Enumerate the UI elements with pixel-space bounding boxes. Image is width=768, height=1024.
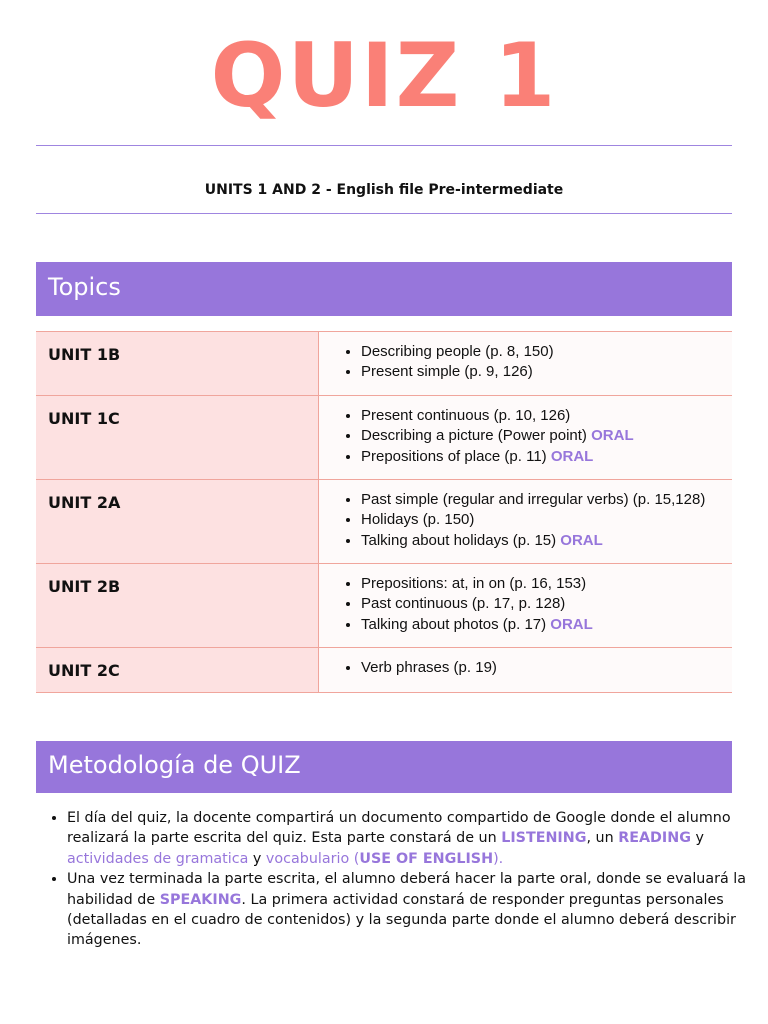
list-item: • Prepositions: at, in on (p. 16, 153) <box>361 574 732 594</box>
unit-topics <box>319 480 733 564</box>
methodology-banner <box>36 741 732 793</box>
topics-banner <box>36 262 732 316</box>
divider-top <box>36 145 732 146</box>
unit-topics <box>319 396 733 480</box>
list-item: • Past simple (regular and irregular verbs) (p. 15,128) <box>361 490 732 510</box>
oral-tag: ORAL <box>550 447 594 465</box>
unit-topics <box>319 648 733 693</box>
list-item: • Una vez terminada la parte escrita, el alumno deberá hacer la parte oral, donde se evaluará la habilidad de SPEAKING. La primera actividad constará de responder preguntas personales (detalladas en el cuadro de contenidos) y la segunda parte donde el alumno deberá describir imágenes. <box>67 869 747 951</box>
listening-tag: LISTENING <box>501 830 587 847</box>
list-item: • Verb phrases (p. 19) <box>361 658 732 678</box>
page-subtitle: UNITS 1 AND 2 - English file Pre-intermediate <box>204 182 564 198</box>
unit-topics <box>319 564 733 648</box>
unit-topics <box>319 332 733 396</box>
speaking-tag: SPEAKING <box>159 891 242 908</box>
list-item: • Present simple (p. 9, 126) <box>361 362 732 382</box>
reading-tag: READING <box>618 830 691 847</box>
list-item: • El día del quiz, la docente compartirá un documento compartido de Google donde el alumno realizará la parte escrita del quiz. Esta parte constará de un LISTENING, un READING y actividades de gramatica y vocabulario (USE OF ENGLISH). <box>67 808 747 869</box>
unit-label: UNIT 2C <box>36 648 319 693</box>
topics-heading: Topics <box>48 273 121 301</box>
oral-tag: ORAL <box>560 531 603 549</box>
list-item: • Holidays (p. 150) <box>361 510 732 530</box>
grammar-tag: actividades de gramatica <box>67 850 249 867</box>
methodology-list <box>46 808 747 951</box>
unit-label: UNIT 1C <box>36 396 319 480</box>
use-of-english-tag: USE OF ENGLISH <box>359 850 494 867</box>
vocab-tag: vocabulario ( <box>265 850 360 867</box>
unit-label: UNIT 2A <box>36 480 319 564</box>
table-row <box>36 332 732 396</box>
methodology-heading: Metodología de QUIZ <box>48 751 301 779</box>
oral-tag: ORAL <box>591 427 634 445</box>
list-item: • Present continuous (p. 10, 126) <box>361 406 732 426</box>
list-item: • Describing a picture (Power point) ORAL <box>361 426 732 446</box>
topics-table <box>36 331 732 693</box>
unit-label: UNIT 1B <box>36 332 319 396</box>
table-row <box>36 396 732 480</box>
table-row <box>36 480 732 564</box>
unit-label: UNIT 2B <box>36 564 319 648</box>
oral-tag: ORAL <box>550 615 593 633</box>
page-title: QUIZ 1 <box>210 24 558 127</box>
table-row <box>36 648 732 693</box>
divider-bottom <box>36 213 732 214</box>
list-item: • Past continuous (p. 17, p. 128) <box>361 594 732 614</box>
table-row <box>36 564 732 648</box>
list-item: • Talking about holidays (p. 15) ORAL <box>361 531 732 551</box>
list-item: • Prepositions of place (p. 11) ORAL <box>361 447 732 467</box>
list-item: • Talking about photos (p. 17) ORAL <box>361 615 732 635</box>
list-item: • Describing people (p. 8, 150) <box>361 342 732 362</box>
